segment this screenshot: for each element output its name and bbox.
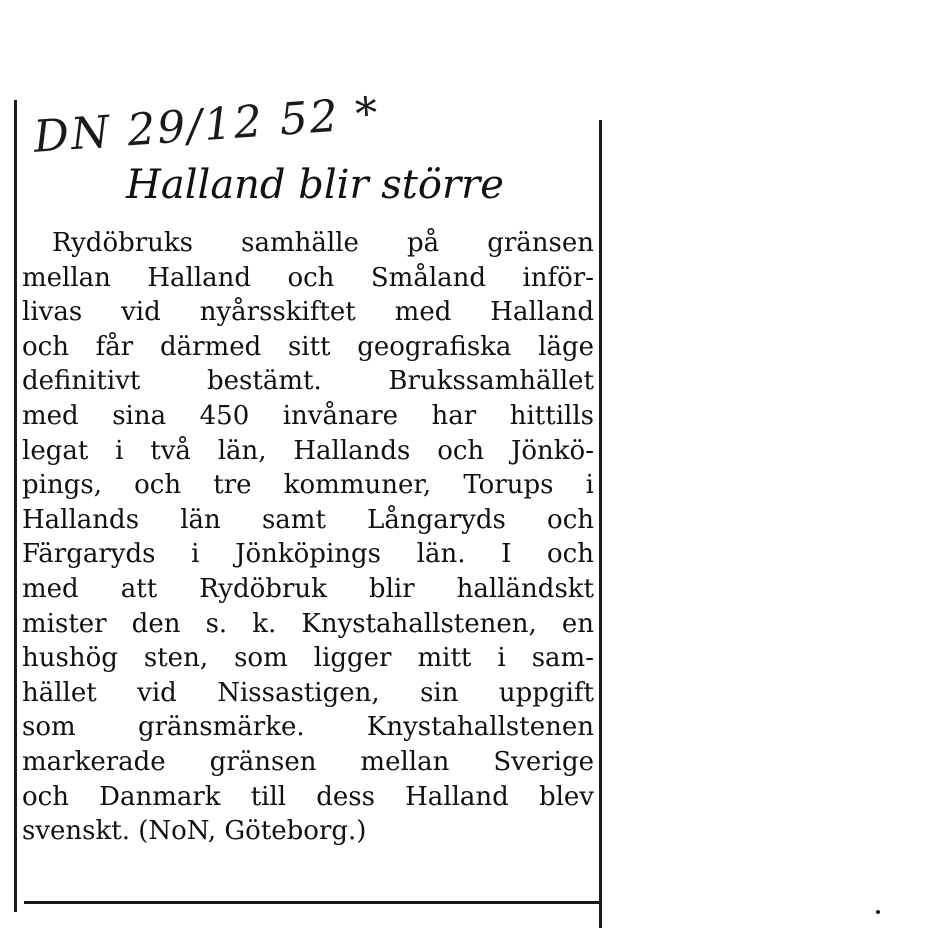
article-line: svenskt. (NoN, Göteborg.) bbox=[22, 816, 367, 847]
article-body bbox=[22, 226, 594, 849]
article-line: som gränsmärke. Knystahallstenen bbox=[22, 712, 594, 743]
article-line: hället vid Nissastigen, sin uppgift bbox=[22, 677, 594, 708]
article-line: med sina 450 invånare har hittills bbox=[22, 400, 594, 431]
newspaper-clipping bbox=[14, 87, 606, 910]
article-line: markerade gränsen mellan Sverige bbox=[22, 746, 594, 777]
article-line: med att Rydöbruk blir halländskt bbox=[22, 573, 594, 604]
article-line: Hallands län samt Långaryds och bbox=[22, 504, 594, 535]
article-line: definitivt bestämt. Brukssamhället bbox=[22, 366, 594, 397]
article-line: mellan Halland och Småland inför- bbox=[22, 262, 594, 293]
handwritten-date-note: DN 29/12 52 * bbox=[32, 87, 382, 163]
article-line: pings, och tre kommuner, Torups i bbox=[22, 470, 594, 501]
article-line: legat i två län, Hallands och Jönkö- bbox=[22, 435, 594, 466]
article-line: och Danmark till dess Halland blev bbox=[22, 781, 594, 812]
bottom-rule bbox=[24, 901, 600, 904]
right-column-rule bbox=[599, 120, 602, 928]
article-line: hushög sten, som ligger mitt i sam- bbox=[22, 643, 594, 674]
headline: Halland blir större bbox=[126, 162, 504, 208]
article-line: mister den s. k. Knystahallstenen, en bbox=[22, 608, 594, 639]
article-line: livas vid nyårsskiftet med Halland bbox=[22, 297, 594, 328]
article-line: och får därmed sitt geografiska läge bbox=[22, 331, 594, 362]
article-line: Rydöbruks samhälle på gränsen bbox=[52, 228, 594, 258]
paper-speck bbox=[876, 910, 880, 914]
left-column-rule bbox=[14, 100, 17, 912]
article-line: Färgaryds i Jönköpings län. I och bbox=[22, 539, 594, 570]
